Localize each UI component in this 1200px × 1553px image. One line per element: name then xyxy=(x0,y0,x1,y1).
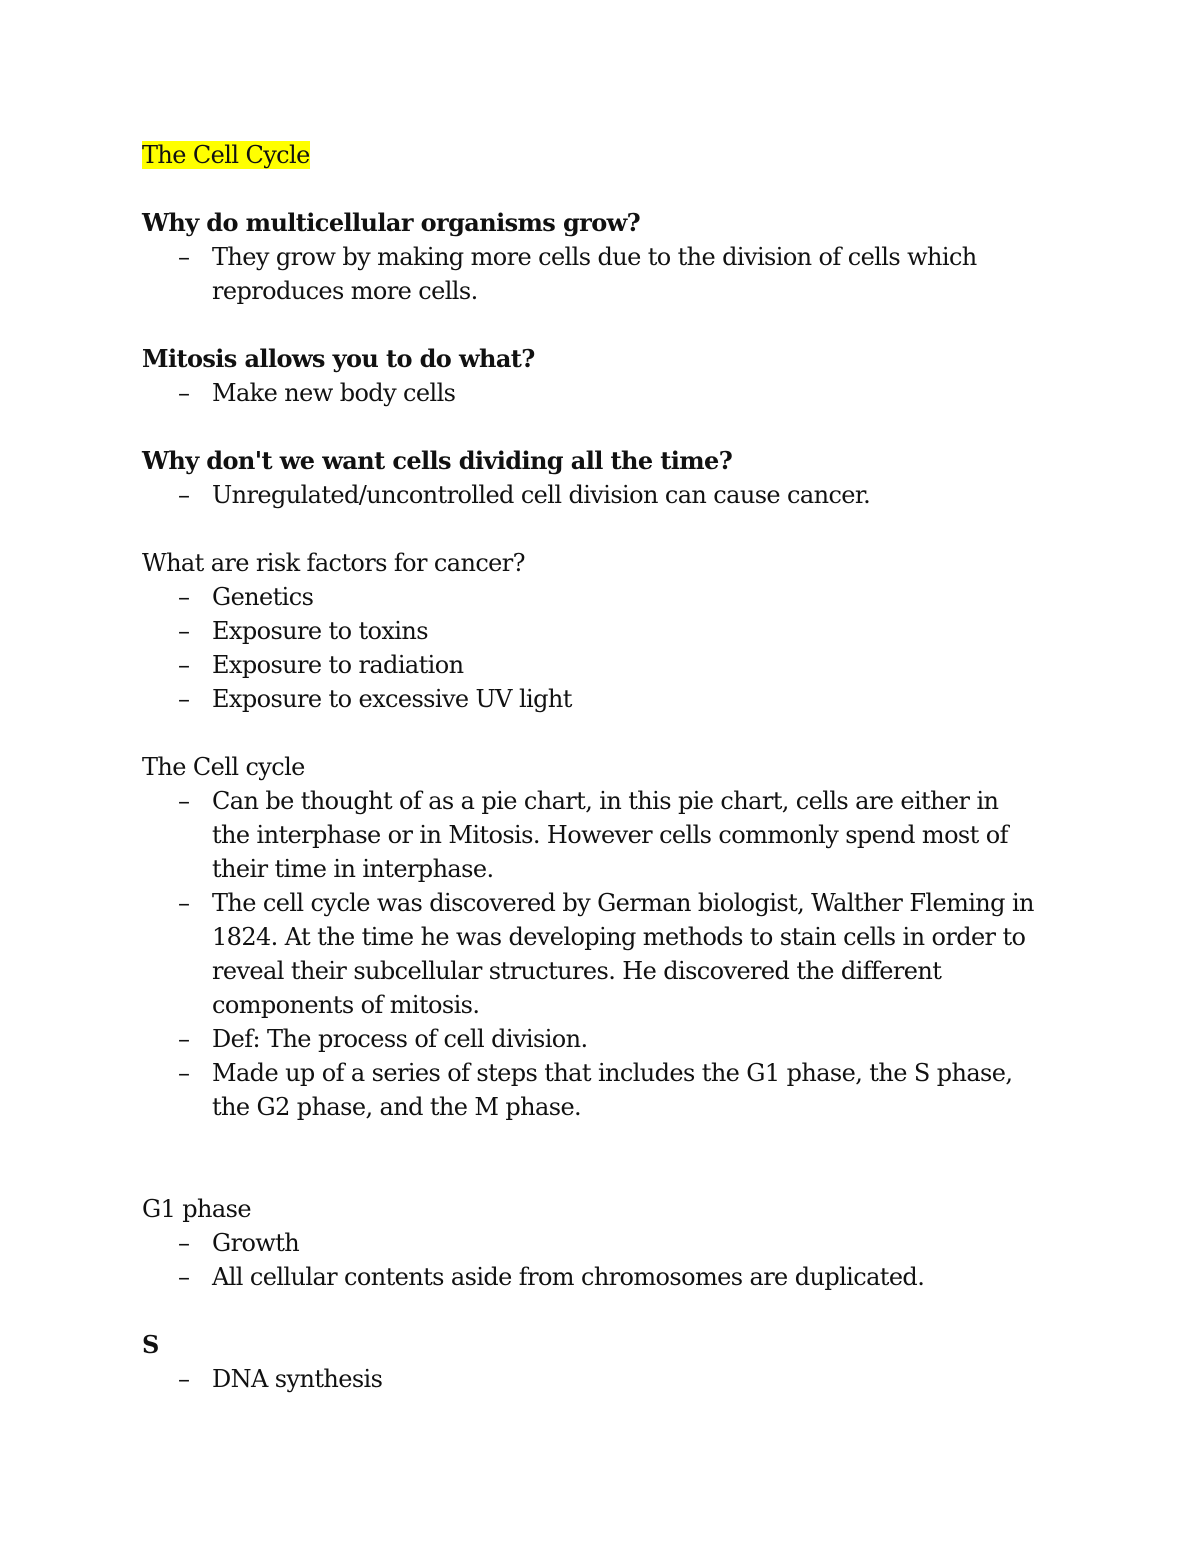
list-item: – DNA synthesis xyxy=(142,1362,1042,1396)
bullet-list xyxy=(142,1226,1042,1294)
list-item: – They grow by making more cells due to the division of cells which reproduces more cells. xyxy=(142,240,1042,308)
document-content xyxy=(142,138,1042,1430)
list-item: – Make new body cells xyxy=(142,376,1042,410)
list-item: – Exposure to radiation xyxy=(142,648,1042,682)
bullet-list xyxy=(142,580,1042,716)
section-s-phase xyxy=(142,1328,1042,1396)
section-g1-phase xyxy=(142,1192,1042,1294)
list-item: – Exposure to toxins xyxy=(142,614,1042,648)
document-title xyxy=(142,138,1042,172)
section-heading: The Cell cycle xyxy=(142,753,305,781)
section-mitosis-purpose xyxy=(142,342,1042,410)
list-item: – Growth xyxy=(142,1226,1042,1260)
section-heading: Mitosis allows you to do what? xyxy=(142,344,535,373)
list-item: – Can be thought of as a pie chart, in this pie chart, cells are either in the interphase or in Mitosis. However cells commonly spend most of their time in interphase. xyxy=(142,784,1042,886)
list-item: – Made up of a series of steps that includes the G1 phase, the S phase, the G2 phase, and the M phase. xyxy=(142,1056,1042,1124)
bullet-list xyxy=(142,376,1042,410)
section-heading: What are risk factors for cancer? xyxy=(142,549,525,577)
section-why-not-divide xyxy=(142,444,1042,512)
highlighted-title-text: The Cell Cycle xyxy=(142,141,310,169)
bullet-list xyxy=(142,1362,1042,1396)
section-risk-factors xyxy=(142,546,1042,716)
section-heading: G1 phase xyxy=(142,1195,251,1223)
list-item: – Def: The process of cell division. xyxy=(142,1022,1042,1056)
list-item: – The cell cycle was discovered by German biologist, Walther Fleming in 1824. At the time he was developing methods to stain cells in order to reveal their subcellular structures. He discovered the different components of mitosis. xyxy=(142,886,1042,1022)
list-item: – Exposure to excessive UV light xyxy=(142,682,1042,716)
section-cell-cycle xyxy=(142,750,1042,1124)
bullet-list xyxy=(142,478,1042,512)
bullet-list xyxy=(142,240,1042,308)
section-heading: S xyxy=(142,1330,159,1359)
section-heading: Why do multicellular organisms grow? xyxy=(142,208,641,237)
list-item: – Unregulated/uncontrolled cell division can cause cancer. xyxy=(142,478,1042,512)
section-why-grow xyxy=(142,206,1042,308)
bullet-list xyxy=(142,784,1042,1124)
list-item: – All cellular contents aside from chromosomes are duplicated. xyxy=(142,1260,1042,1294)
section-heading: Why don't we want cells dividing all the time? xyxy=(142,446,733,475)
list-item: – Genetics xyxy=(142,580,1042,614)
